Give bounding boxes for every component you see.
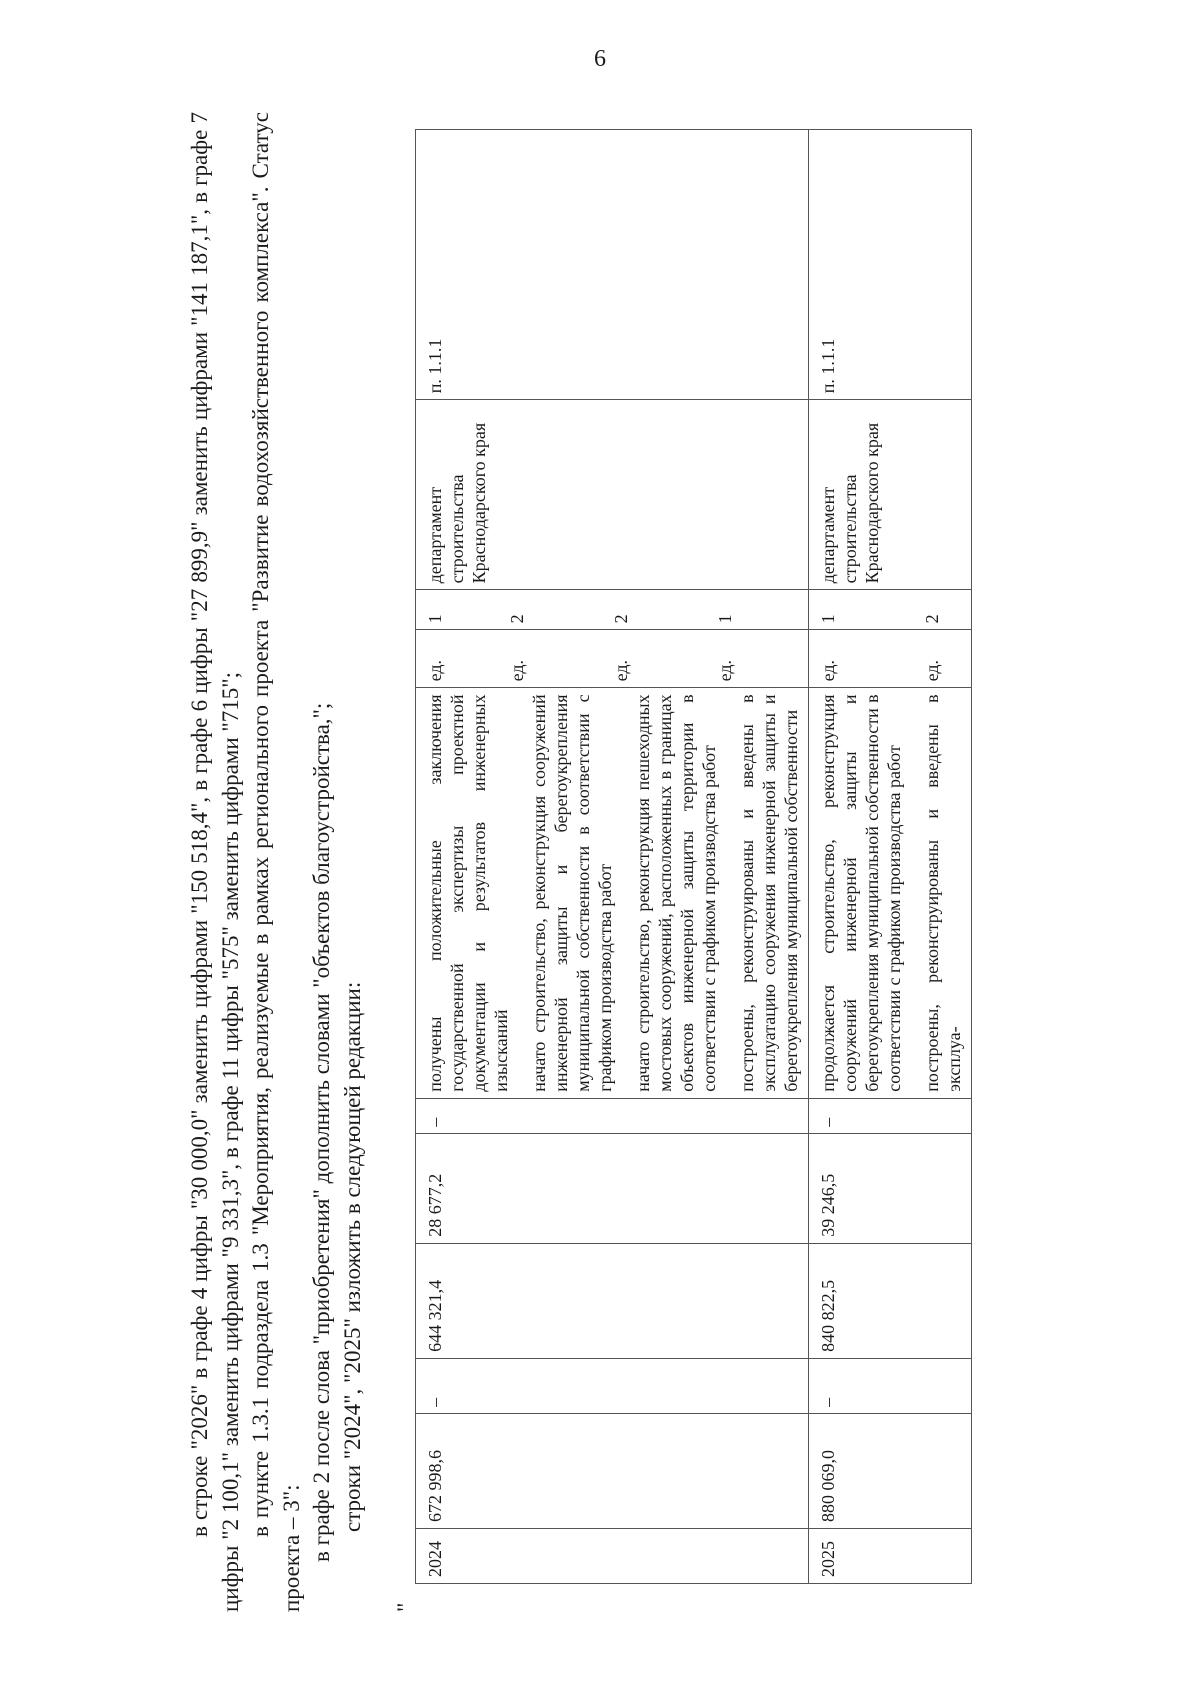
reference-cell: п. 1.1.1	[416, 130, 809, 400]
results-cell	[809, 688, 972, 1098]
value: 1	[425, 614, 445, 624]
paragraph: в строке "2026" в графе 4 цифры "30 000,0" заменить цифрами "150 518,4", в графе 6 цифры "27 899,9" заменить цифрами "141 187,1", в графе 7 цифры "2 100,1" заменить цифрами "9 331,3", в графе 11 цифры "575" заменить цифрами "715";	[187, 112, 243, 1612]
regional-cell: 644 321,4	[416, 1243, 809, 1358]
value: 2	[922, 614, 942, 624]
paragraph: в пункте 1.3.1 подраздела 1.3 "Мероприятия, реализуемые в рамках регионального проекта "Развитие водохозяйственного комплекса". Статус проекта – 3":	[248, 112, 304, 1612]
value: 1	[715, 614, 735, 624]
unit-cell	[809, 630, 972, 688]
rotated-content	[185, 112, 1185, 1612]
year-cell: 2024	[416, 1528, 809, 1583]
result-text: начато строительство, реконструкция пешеходных мостовых сооружений, расположенных в границах объектов инженерной защиты территории в соответствии с графиком производства работ	[633, 694, 719, 1092]
executor-cell: департамент строительства Краснодарского края	[809, 400, 972, 590]
local-cell: 28 677,2	[416, 1133, 809, 1243]
table-row	[809, 130, 972, 1584]
result-text: построены, реконструированы и введены в эксплуатацию сооружения инженерной защиты и берегоукрепления муниципальной собственности	[737, 694, 801, 1092]
local-cell: 39 246,5	[809, 1133, 972, 1243]
total-cell: 672 998,6	[416, 1413, 809, 1528]
executor-cell: департамент строительства Краснодарского края	[416, 400, 809, 590]
unit: ед.	[611, 660, 631, 682]
reference-cell: п. 1.1.1	[809, 130, 972, 400]
year-cell: 2025	[809, 1528, 972, 1583]
program-table	[415, 129, 972, 1584]
unit: ед.	[715, 660, 735, 682]
result-text: получены положительные заключения государственной экспертизы проектной документации и результатов инженерных изысканий	[425, 694, 511, 1092]
unit: ед.	[922, 660, 942, 682]
result-text: построены, реконструированы и введены в эксплуа-	[922, 694, 964, 1092]
unit-cell	[416, 630, 809, 688]
extra-cell: –	[416, 1098, 809, 1133]
federal-cell: –	[416, 1358, 809, 1413]
regional-cell: 840 822,5	[809, 1243, 972, 1358]
paragraph: в графе 2 после слова "приобретения" дополнить словами "объектов благоустройства,";	[309, 702, 334, 1562]
result-text: начато строительство, реконструкция сооружений инженерной защиты и берегоукрепления муниципальной собственности в соответствии с графиком производства работ	[529, 694, 615, 1092]
unit: ед.	[507, 660, 527, 682]
value: 2	[611, 614, 631, 624]
value: 2	[507, 614, 527, 624]
federal-cell: –	[809, 1358, 972, 1413]
unit: ед.	[818, 660, 838, 682]
paragraph: строки "2024", "2025" изложить в следующей редакции:	[339, 981, 365, 1532]
total-cell: 880 069,0	[809, 1413, 972, 1528]
unit: ед.	[425, 660, 445, 682]
value-cell	[809, 590, 972, 630]
value-cell	[416, 590, 809, 630]
extra-cell: –	[809, 1098, 972, 1133]
page-number: 6	[594, 46, 606, 72]
table-row	[416, 130, 809, 1584]
value: 1	[818, 614, 838, 624]
amendment-text	[185, 112, 368, 1612]
results-cell	[416, 688, 809, 1098]
result-text: продолжается строительство, реконструкция сооружений инженерной защиты и берегоукрепления муниципальной собственности в соответствии с графиком производства работ	[818, 694, 904, 1092]
open-quote: "	[393, 1602, 418, 1612]
